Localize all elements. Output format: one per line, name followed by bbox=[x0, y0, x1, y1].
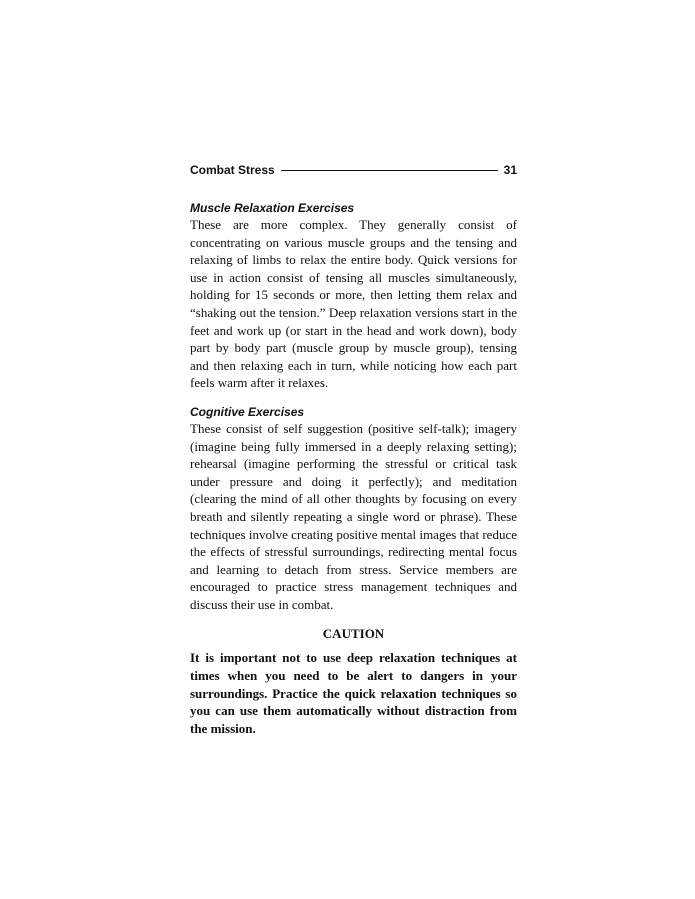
page-number: 31 bbox=[503, 163, 517, 177]
caution-box bbox=[190, 625, 517, 737]
running-header bbox=[190, 160, 517, 180]
chapter-title: Combat Stress bbox=[190, 163, 275, 177]
section-muscle-relaxation bbox=[190, 200, 517, 392]
section-heading: Muscle Relaxation Exercises bbox=[190, 201, 355, 215]
caution-title: CAUTION bbox=[322, 626, 385, 642]
section-heading: Cognitive Exercises bbox=[190, 404, 305, 419]
header-rule bbox=[281, 170, 498, 171]
section-paragraph: These consist of self suggestion (positive self-talk); imagery (imagine being fully immersed in a deeply relaxing setting); rehearsal (imagine performing the stressful or critical task under pressure and doing it perfectly); and meditation (clearing the mind of all other thoughts by focusing on every breath and silently repeating a single word or phrase). These techniques involve creating positive mental images that reduce the effects of stressful surroundings, redirecting mental focus and learning to detach from stress. Service members are encouraged to practice stress management techniques and discuss their use in combat. bbox=[190, 420, 517, 612]
section-paragraph: These are more complex. They generally consist of concentrating on various muscle groups and the tensing and relaxing of limbs to relax the entire body. Quick versions for use in action consist of tensing all muscles simultaneously, holding for 15 seconds or more, then letting them relax and “shaking out the tension.” Deep relaxation versions start in the feet and work up (or start in the head and work down), body part by body part (muscle group by muscle group), tensing and then relaxing each in turn, while noticing how each part feels warm after it relaxes. bbox=[190, 217, 517, 391]
section-cognitive-exercises bbox=[190, 404, 517, 614]
page-content bbox=[190, 160, 517, 737]
caution-text: It is important not to use deep relaxation techniques at times when you need to be alert to dangers in your surroundings. Practice the quick relaxation techniques so you can use them automatically without distraction from the mission. bbox=[190, 650, 517, 736]
